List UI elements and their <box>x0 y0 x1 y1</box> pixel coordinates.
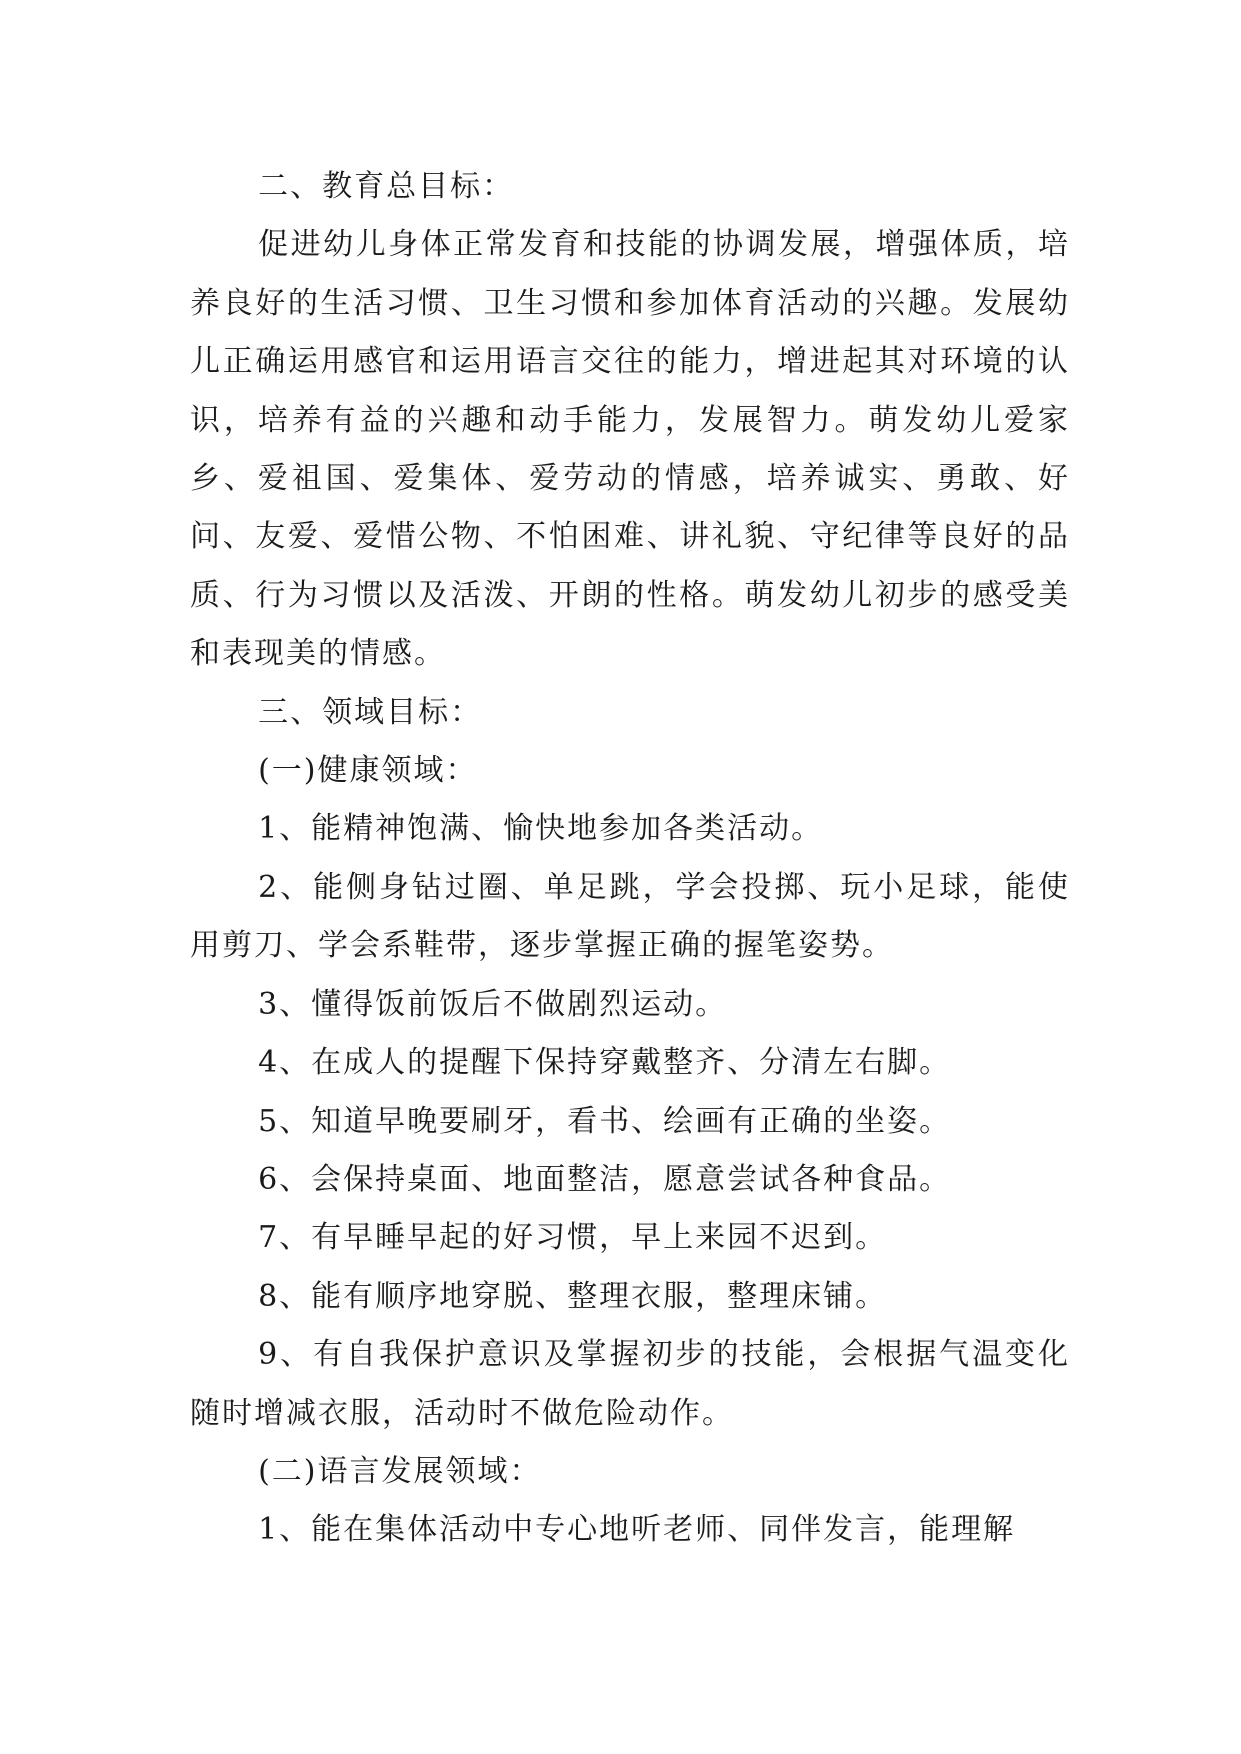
section-heading-domain-goals: 三、领域目标： <box>258 694 483 730</box>
list-item-health-8: 8、能有顺序地穿脱、整理衣服，整理床铺。 <box>258 1278 888 1314</box>
list-item-health-7: 7、有早睡早起的好习惯，早上来园不迟到。 <box>258 1220 888 1256</box>
list-item-health-2: 2、能侧身钻过圈、单足跳，学会投掷、玩小足球，能使用剪刀、学会系鞋带，逐步掌握正确的握笔姿势。 <box>190 869 1070 964</box>
list-item-health-4: 4、在成人的提醒下保持穿戴整齐、分清左右脚。 <box>258 1045 952 1081</box>
list-item-health-9: 9、有自我保护意识及掌握初步的技能，会根据气温变化随时增减衣服，活动时不做危险动作。 <box>190 1337 1070 1431</box>
subheading-language-domain: (二)语言发展领域： <box>258 1453 542 1489</box>
list-item-language-1: 1、能在集体活动中专心地听老师、同伴发言，能理解 <box>258 1512 1016 1548</box>
subheading-health-domain: (一)健康领域： <box>258 753 478 789</box>
document-body <box>190 158 1070 1560</box>
list-item-health-5: 5、知道早晚要刷牙，看书、绘画有正确的坐姿。 <box>258 1103 952 1139</box>
section-heading-education-goals: 二、教育总目标： <box>258 169 515 204</box>
paragraph-education-goals: 促进幼儿身体正常发育和技能的协调发展，增强体质，培养良好的生活习惯、卫生习惯和参加体育活动的兴趣。发展幼儿正确运用感官和运用语言交往的能力，增进起其对环境的认识，培养有益的兴趣和动手能力，发展智力。萌发幼儿爱家乡、爱祖国、爱集体、爱劳动的情感，培养诚实、勇敢、好问、友爱、爱惜公物、不怕困难、讲礼貌、守纪律等良好的品质、行为习惯以及活泼、开朗的性格。萌发幼儿初步的感受美和表现美的情感。 <box>190 227 1070 672</box>
list-item-health-1: 1、能精神饱满、愉快地参加各类活动。 <box>258 811 824 847</box>
list-item-health-6: 6、会保持桌面、地面整洁，愿意尝试各种食品。 <box>258 1161 952 1197</box>
list-item-health-3: 3、懂得饭前饭后不做剧烈运动。 <box>258 986 728 1022</box>
